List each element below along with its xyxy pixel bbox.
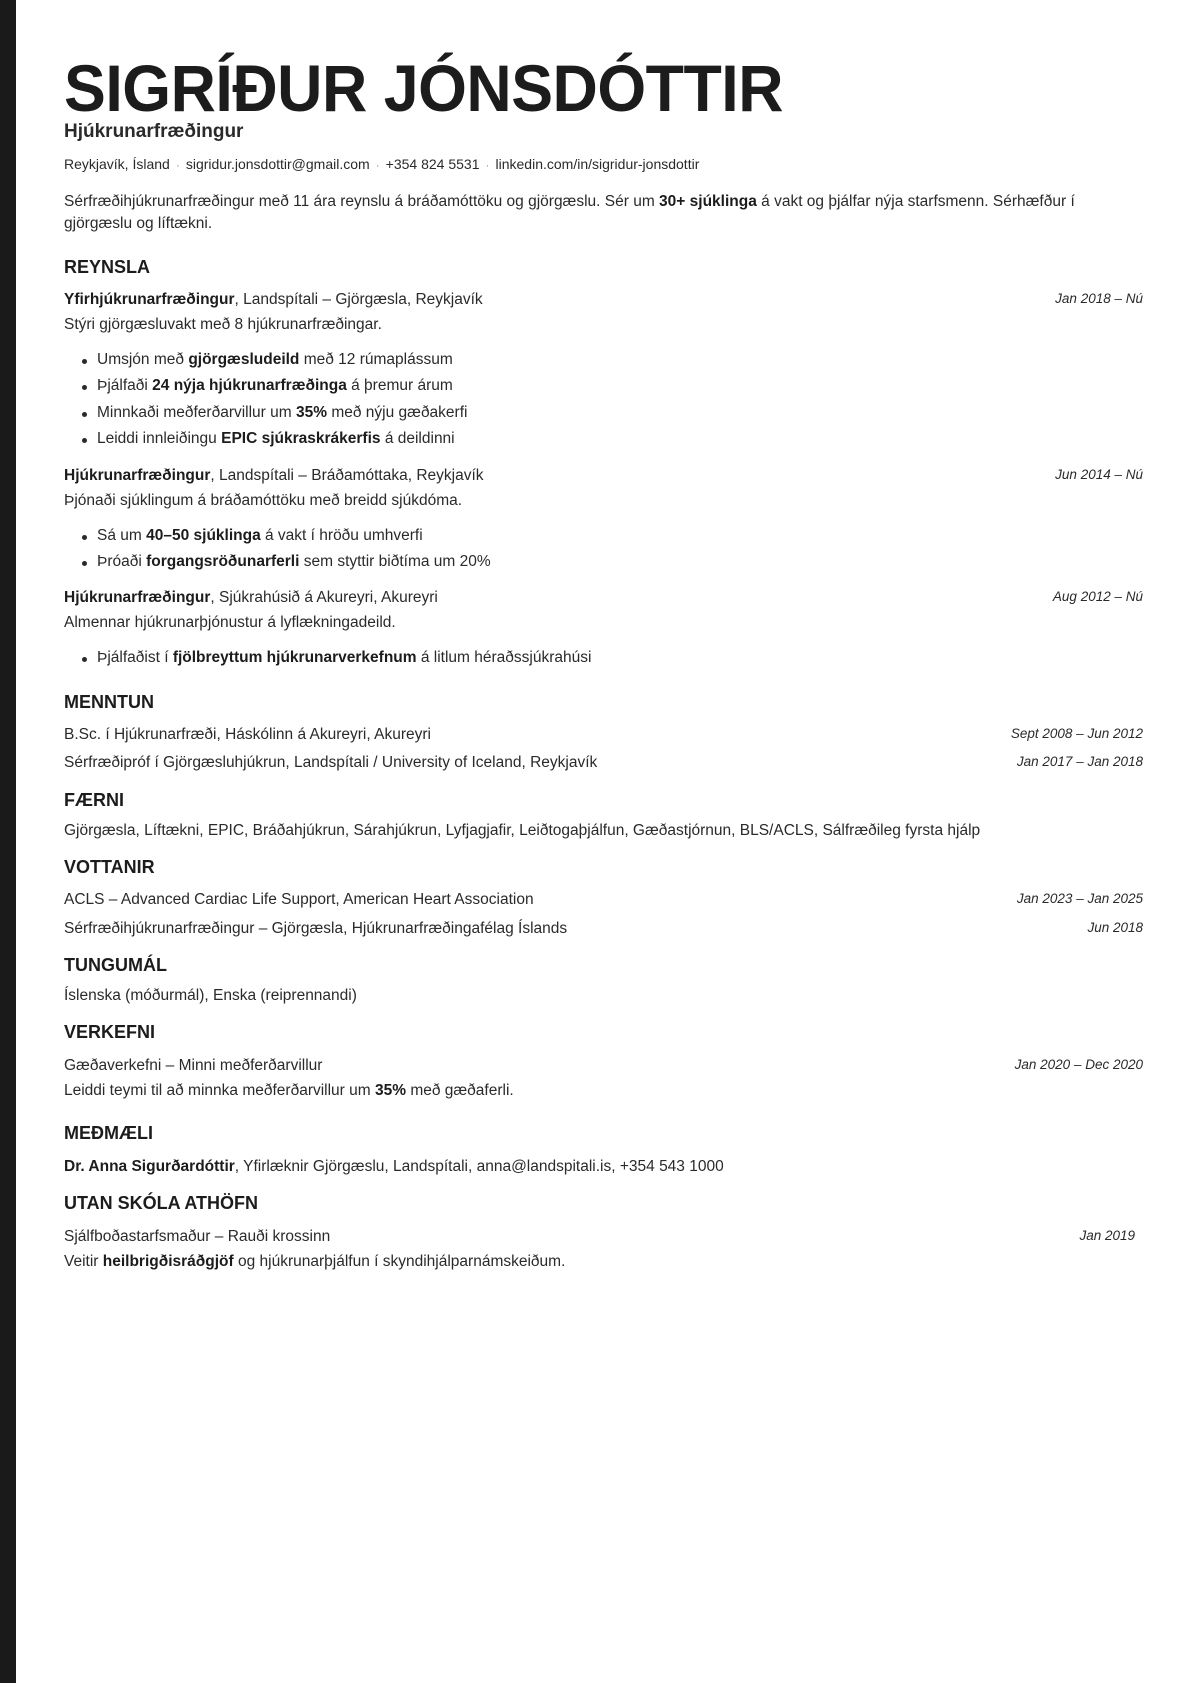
bullet-highlight: 40–50 sjúklinga	[146, 527, 261, 544]
bullet-item	[64, 549, 491, 575]
certification-item: ACLS – Advanced Cardiac Life Support, American Heart Association	[64, 891, 534, 908]
reference-item	[64, 1158, 724, 1176]
bullet-item	[64, 400, 467, 426]
certification-date: Jun 2018	[1087, 920, 1143, 935]
bullet-highlight: EPIC sjúkraskrákerfis	[221, 429, 381, 447]
separator: ·	[175, 158, 180, 172]
education-item: B.Sc. í Hjúkrunarfræði, Háskólinn á Akureyri, Akureyri	[64, 726, 431, 743]
bullet-text: Þjálfaði	[97, 377, 153, 395]
job-place: , Landspítali – Bráðamóttaka, Reykjavík	[210, 467, 484, 484]
bullet-text: með 12 rúmaplássum	[299, 351, 453, 368]
job-description: Þjónaði sjúklingum á bráðamóttöku með breidd sjúkdóma.	[64, 492, 463, 509]
bullet-text: á deildinni	[380, 429, 455, 447]
section-heading-projects: VERKEFNI	[64, 1022, 156, 1042]
certification-item: Sérfræðihjúkrunarfræðingur – Gjörgæsla, Hjúkrunarfræðingafélag Íslands	[64, 920, 568, 937]
bullet-text: Umsjón með	[97, 351, 189, 368]
bullet-text: Þróaði	[97, 553, 147, 571]
left-accent-bar	[0, 0, 16, 1683]
bullet-item	[64, 426, 467, 452]
project-title: Gæðaverkefni – Minni meðferðarvillur	[64, 1057, 323, 1074]
job-description: Stýri gjörgæsluvakt með 8 hjúkrunarfræðingar.	[64, 316, 382, 333]
reference-details: , Yfirlæknir Gjörgæslu, Landspítali, anna@landspitali.is, +354 543 1000	[234, 1158, 724, 1175]
bullet-text: sem styttir biðtíma um 20%	[299, 553, 491, 571]
bullet-text: með nýju gæðakerfi	[327, 403, 468, 421]
contact-phone[interactable]: +354 824 5531	[385, 156, 480, 172]
contact-email[interactable]: sigridur.jonsdottir@gmail.com	[185, 156, 370, 172]
project-text: með gæðaferli.	[406, 1082, 514, 1099]
skills-list: Gjörgæsla, Líftækni, EPIC, Bráðahjúkrun, Sárahjúkrun, Lyfjagjafir, Leiðtogaþjálfun, Gæðastjórnun, BLS/ACLS, Sálfræðileg fyrsta hjálp	[64, 822, 981, 839]
bullet-text: á litlum héraðssjúkrahúsi	[416, 649, 592, 666]
education-item: Sérfræðipróf í Gjörgæsluhjúkrun, Landspítali / University of Iceland, Reykjavík	[64, 754, 598, 771]
bullet-item	[64, 373, 467, 399]
job-header	[64, 467, 484, 485]
certification-date: Jan 2023 – Jan 2025	[1016, 891, 1143, 906]
bullet-text: á þremur árum	[346, 377, 453, 395]
languages-list: Íslenska (móðurmál), Enska (reiprennandi)	[64, 987, 357, 1004]
activity-title: Sjálfboðastarfsmaður – Rauði krossinn	[64, 1228, 331, 1245]
bullet-highlight: fjölbreyttum hjúkrunarverkefnum	[172, 649, 417, 666]
section-heading-skills: FÆRNI	[64, 790, 124, 810]
education-date: Jan 2017 – Jan 2018	[1016, 754, 1143, 769]
job-role: Hjúkrunarfræðingur	[64, 467, 211, 484]
separator: ·	[485, 158, 490, 172]
job-title: Hjúkrunarfræðingur	[64, 121, 244, 142]
summary-text: Sérfræðihjúkrunarfræðingur með 11 ára reynslu á bráðamóttöku og gjörgæslu. Sér um	[64, 193, 660, 210]
section-heading-languages: TUNGUMÁL	[64, 955, 167, 975]
job-date: Aug 2012 – Nú	[1052, 589, 1143, 604]
summary	[64, 191, 1143, 235]
separator: ·	[375, 158, 380, 172]
job-description: Almennar hjúkrunarþjónustur á lyflækningadeild.	[64, 614, 396, 631]
job-place: , Landspítali – Gjörgæsla, Reykjavík	[234, 291, 483, 308]
job-bullets	[64, 347, 467, 452]
bullet-item	[64, 645, 591, 671]
project-date: Jan 2020 – Dec 2020	[1014, 1057, 1143, 1072]
activity-highlight: heilbrigðisráðgjöf	[102, 1253, 234, 1270]
bullet-text: á vakt í hröðu umhverfi	[260, 527, 423, 544]
project-highlight: 35%	[374, 1082, 407, 1099]
section-heading-education: MENNTUN	[64, 692, 154, 712]
reference-name: Dr. Anna Sigurðardóttir	[64, 1158, 235, 1175]
job-bullets	[64, 523, 491, 576]
bullet-highlight: gjörgæsludeild	[188, 351, 300, 368]
activity-text: Veitir	[64, 1253, 103, 1270]
summary-highlight: 30+ sjúklinga	[659, 193, 757, 210]
activity-text: og hjúkrunarþjálfun í skyndihjálparnámskeiðum.	[233, 1253, 566, 1270]
bullet-item	[64, 523, 491, 549]
education-date: Sept 2008 – Jun 2012	[1010, 726, 1143, 741]
job-place: , Sjúkrahúsið á Akureyri, Akureyri	[210, 589, 438, 606]
bullet-highlight: 24 nýja hjúkrunarfræðinga	[152, 377, 347, 395]
bullet-text: Leiddi innleiðingu	[97, 429, 222, 447]
job-header	[64, 589, 438, 607]
job-date: Jan 2018 – Nú	[1055, 291, 1143, 306]
bullet-highlight: forgangsröðunarferli	[146, 553, 300, 571]
job-header	[64, 291, 483, 309]
summary-text: á vakt og þjálfar nýja starfsmenn. Sérhæfður í gjörgæslu og líftækni.	[64, 193, 1075, 232]
contact-linkedin[interactable]: linkedin.com/in/sigridur-jonsdottir	[495, 156, 700, 172]
bullet-text: Minnkaði meðferðarvillur um	[97, 403, 296, 421]
candidate-name: SIGRÍÐUR JÓNSDÓTTIR	[64, 51, 784, 125]
bullet-highlight: 35%	[296, 403, 328, 421]
job-date: Jun 2014 – Nú	[1055, 467, 1143, 482]
bullet-item	[64, 347, 467, 373]
activity-date: Jan 2019	[1079, 1228, 1135, 1243]
bullet-text: Þjálfaðist í	[97, 649, 173, 666]
job-role: Hjúkrunarfræðingur	[64, 589, 211, 606]
project-text: Leiddi teymi til að minnka meðferðarvillur um	[64, 1082, 375, 1099]
section-heading-experience: REYNSLA	[64, 257, 151, 277]
section-heading-extracurricular: UTAN SKÓLA ATHÖFN	[64, 1193, 258, 1213]
job-role: Yfirhjúkrunarfræðingur	[64, 291, 235, 308]
contact-location: Reykjavík, Ísland	[64, 156, 170, 172]
section-heading-certifications: VOTTANIR	[64, 857, 155, 877]
contact-line	[64, 156, 699, 172]
activity-description	[64, 1253, 565, 1271]
bullet-text: Sá um	[97, 527, 147, 544]
section-heading-references: MEÐMÆLI	[64, 1123, 153, 1143]
job-bullets	[64, 645, 591, 671]
project-description	[64, 1082, 514, 1100]
